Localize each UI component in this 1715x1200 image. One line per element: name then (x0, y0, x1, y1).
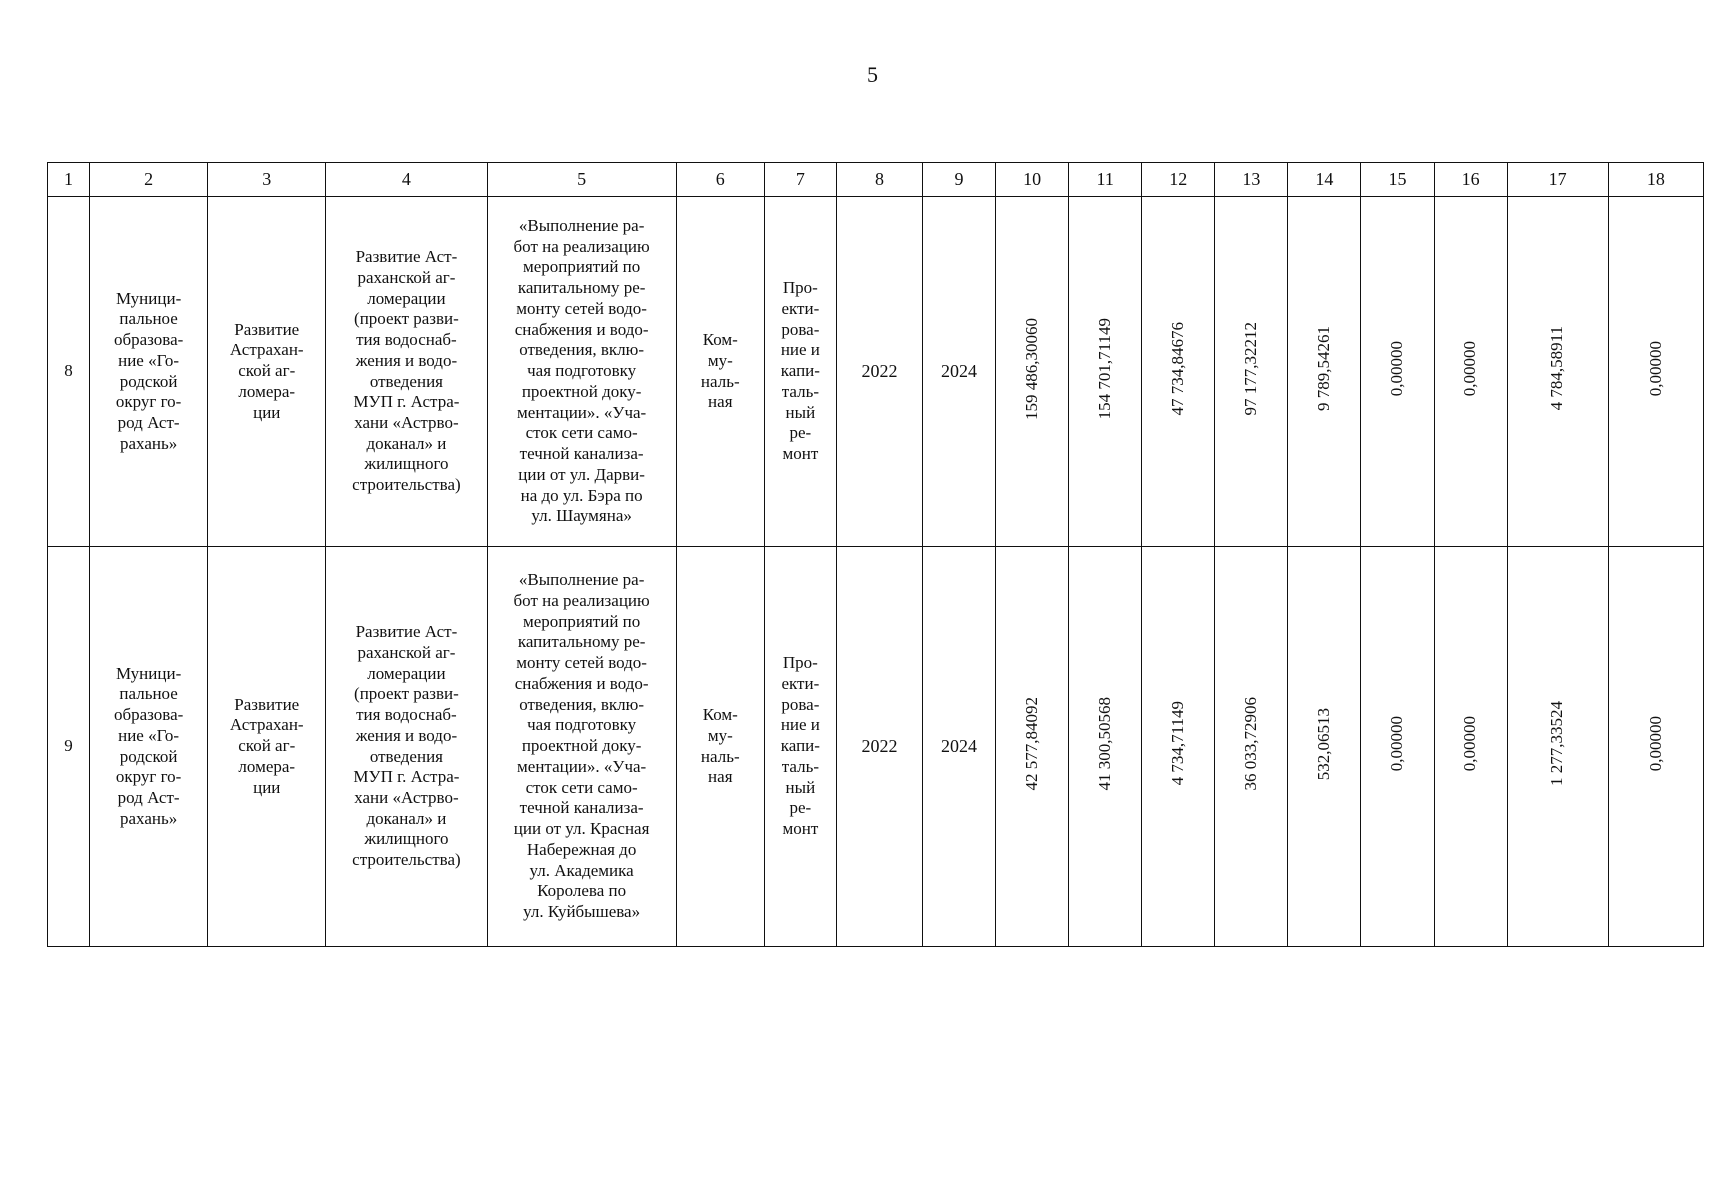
direction-cell (208, 197, 326, 547)
direction-text: Развитие Астрахан- ской аг- ломера- ции (229, 694, 304, 797)
amount-value: 47 734,84676 (1167, 321, 1187, 416)
ownership-text: Ком- му- наль- ная (700, 705, 740, 787)
page-number: 5 (867, 62, 878, 87)
work-type-cell (764, 197, 836, 547)
ownership-text: Ком- му- наль- ная (700, 330, 740, 412)
column-header: 12 (1142, 163, 1215, 197)
row-number-cell (48, 547, 90, 947)
amount-cell (1142, 547, 1215, 947)
column-header: 16 (1434, 163, 1507, 197)
amount-value: 9 789,54261 (1314, 326, 1334, 412)
column-header: 3 (208, 163, 326, 197)
column-header: 4 (326, 163, 487, 197)
object-cell (487, 547, 676, 947)
amount-cell (996, 197, 1069, 547)
amount-cell (1215, 547, 1288, 947)
object-cell (487, 197, 676, 547)
start-year: 2022 (861, 735, 898, 756)
start-year-cell (836, 547, 922, 947)
column-number-row (48, 163, 1704, 197)
amount-cell (1434, 197, 1507, 547)
end-year: 2024 (941, 360, 978, 381)
table-row (48, 197, 1704, 547)
amount-cell (1608, 547, 1703, 947)
amount-value: 36 033,72906 (1240, 696, 1260, 791)
column-header: 9 (923, 163, 996, 197)
municipality-text: Муници- пальное образова- ние «Го- родской округ го- род Аст- рахань» (113, 288, 184, 453)
column-header: 6 (676, 163, 764, 197)
end-year-cell (923, 547, 996, 947)
column-header: 5 (487, 163, 676, 197)
amount-cell (1507, 197, 1608, 547)
column-header: 2 (90, 163, 208, 197)
row-number-cell (48, 197, 90, 547)
start-year-cell (836, 197, 922, 547)
ownership-cell (676, 197, 764, 547)
table-row (48, 547, 1704, 947)
municipality-cell (90, 197, 208, 547)
amount-cell (996, 547, 1069, 947)
amount-value: 4 784,58911 (1547, 326, 1567, 411)
object-text: «Выполнение ра- бот на реализацию мероприятий по капитальному ре- монту сетей водо- снабжения и водо- отведения, вклю- чая подготовку проектной доку- ментации». «Уча- сток сети само- течной канализа- ции от ул. Красная Набережная до ул. Академика Королева по ул. Куйбышева» (513, 570, 650, 921)
row-number: 9 (64, 736, 73, 756)
data-table (47, 162, 1704, 947)
column-header: 17 (1507, 163, 1608, 197)
amount-cell (1069, 197, 1142, 547)
project-cell (326, 547, 487, 947)
work-type-text: Про- екти- рова- ние и капи- таль- ный ре- монт (780, 278, 820, 464)
amount-cell (1608, 197, 1703, 547)
column-header: 13 (1215, 163, 1288, 197)
amount-cell (1288, 197, 1361, 547)
column-header: 1 (48, 163, 90, 197)
amount-cell (1434, 547, 1507, 947)
amount-value: 41 300,50568 (1094, 696, 1114, 791)
direction-cell (208, 547, 326, 947)
amount-cell (1069, 547, 1142, 947)
object-text: «Выполнение ра- бот на реализацию мероприятий по капитальному ре- монту сетей водо- снабжения и водо- отведения, вклю- чая подготовку проектной доку- ментации». «Уча- сток сети само- течной канализа- ции от ул. Дарви- на до ул. Бэра по ул. Шаумяна» (513, 215, 650, 526)
end-year-cell (923, 197, 996, 547)
amount-value: 0,00000 (1460, 341, 1480, 397)
amount-cell (1288, 547, 1361, 947)
column-header: 8 (836, 163, 922, 197)
amount-cell (1361, 197, 1434, 547)
amount-value: 1 277,33524 (1547, 701, 1567, 787)
project-text: Развитие Аст- раханской аг- ломерации (проект разви- тия водоснаб- жения и водо- отведения МУП г. Астра- хани «Астрво- доканал» и жилищного строительства) (352, 247, 461, 495)
column-header: 7 (764, 163, 836, 197)
column-header: 10 (996, 163, 1069, 197)
column-header: 11 (1069, 163, 1142, 197)
amount-value: 42 577,84092 (1021, 696, 1041, 791)
column-header: 18 (1608, 163, 1703, 197)
municipality-cell (90, 547, 208, 947)
amount-value: 0,00000 (1645, 716, 1665, 772)
column-header: 14 (1288, 163, 1361, 197)
project-cell (326, 197, 487, 547)
amount-cell (1361, 547, 1434, 947)
amount-value: 0,00000 (1387, 716, 1407, 772)
amount-value: 4 734,71149 (1167, 701, 1187, 786)
row-number: 8 (64, 361, 73, 381)
project-text: Развитие Аст- раханской аг- ломерации (проект разви- тия водоснаб- жения и водо- отведения МУП г. Астра- хани «Астрво- доканал» и жилищного строительства) (352, 622, 461, 870)
direction-text: Развитие Астрахан- ской аг- ломера- ции (229, 319, 304, 422)
work-type-cell (764, 547, 836, 947)
ownership-cell (676, 547, 764, 947)
municipality-text: Муници- пальное образова- ние «Го- родской округ го- род Аст- рахань» (113, 663, 184, 828)
amount-cell (1507, 547, 1608, 947)
column-header: 15 (1361, 163, 1434, 197)
amount-value: 0,00000 (1645, 341, 1665, 397)
amount-value: 154 701,71149 (1094, 317, 1114, 420)
work-type-text: Про- екти- рова- ние и капи- таль- ный ре- монт (780, 653, 820, 839)
end-year: 2024 (941, 735, 978, 756)
amount-value: 532,06513 (1314, 707, 1334, 780)
start-year: 2022 (861, 360, 898, 381)
amount-value: 0,00000 (1387, 341, 1407, 397)
amount-value: 97 177,32212 (1240, 321, 1260, 416)
amount-cell (1215, 197, 1288, 547)
amount-cell (1142, 197, 1215, 547)
amount-value: 0,00000 (1460, 716, 1480, 772)
amount-value: 159 486,30060 (1021, 317, 1041, 420)
